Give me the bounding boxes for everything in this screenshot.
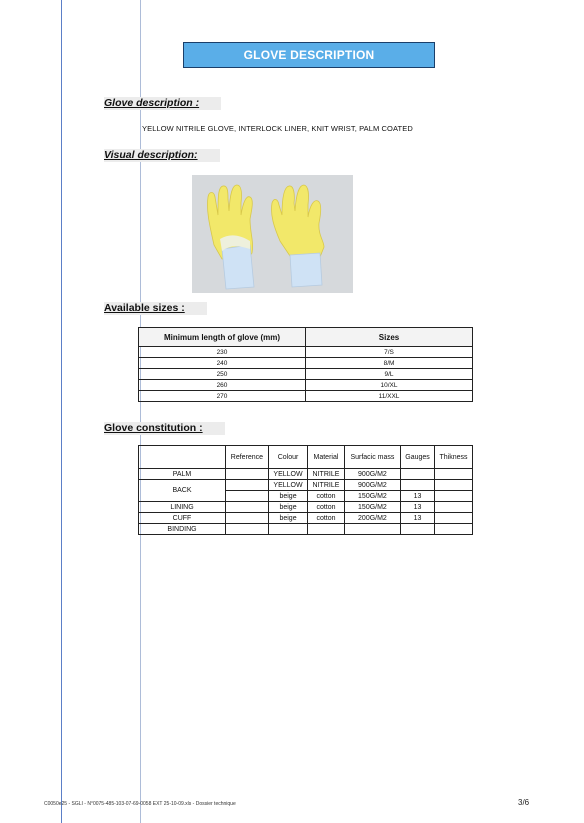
table-cell: 13 xyxy=(401,513,435,524)
table-cell: cotton xyxy=(308,513,345,524)
table-cell xyxy=(344,524,400,535)
table-cell xyxy=(435,491,473,502)
table-cell: PALM xyxy=(139,469,226,480)
glove-photo xyxy=(192,175,353,293)
table-cell: 900G/M2 xyxy=(344,469,400,480)
table-cell: cotton xyxy=(308,491,345,502)
table-cell: 13 xyxy=(401,502,435,513)
table-row xyxy=(139,347,473,358)
table-cell: NITRILE xyxy=(308,480,345,491)
column-header: Sizes xyxy=(306,328,473,347)
table-cell: 9/L xyxy=(306,369,473,380)
table-cell xyxy=(435,502,473,513)
table-cell: 7/S xyxy=(306,347,473,358)
table-cell: 230 xyxy=(139,347,306,358)
gloves-illustration xyxy=(192,175,353,293)
table-cell xyxy=(226,480,269,491)
table-cell: 8/M xyxy=(306,358,473,369)
table-cell xyxy=(401,469,435,480)
table-cell xyxy=(401,524,435,535)
table-cell xyxy=(435,524,473,535)
footer-text: C0050e25 - SGLI - N°0075-485-103-07-69-0058 EXT 25-10-09.xls - Dossier technique xyxy=(44,801,236,807)
table-cell: YELLOW xyxy=(268,480,307,491)
table-cell: 11/XXL xyxy=(306,391,473,402)
sizes-table xyxy=(138,327,473,402)
table-cell: cotton xyxy=(308,502,345,513)
table-row-binding xyxy=(139,524,473,535)
table-cell: 200G/M2 xyxy=(344,513,400,524)
column-header: Surfacic mass xyxy=(344,446,400,469)
table-cell xyxy=(268,524,307,535)
column-header: Thikness xyxy=(435,446,473,469)
glove-description-text: YELLOW NITRILE GLOVE, INTERLOCK LINER, KNIT WRIST, PALM COATED xyxy=(142,124,413,133)
table-row-lining xyxy=(139,502,473,513)
table-cell xyxy=(435,513,473,524)
table-header-row xyxy=(139,328,473,347)
table-cell: beige xyxy=(268,513,307,524)
table-cell xyxy=(435,480,473,491)
table-row xyxy=(139,369,473,380)
table-cell: 260 xyxy=(139,380,306,391)
table-cell: beige xyxy=(268,491,307,502)
table-cell: NITRILE xyxy=(308,469,345,480)
available-sizes-heading: Available sizes : xyxy=(104,302,207,315)
table-cell: 900G/M2 xyxy=(344,480,400,491)
table-row-cuff xyxy=(139,513,473,524)
column-header: Reference xyxy=(226,446,269,469)
table-cell: 150G/M2 xyxy=(344,502,400,513)
table-cell: LINING xyxy=(139,502,226,513)
column-header: Colour xyxy=(268,446,307,469)
page-margin-line xyxy=(61,0,62,823)
column-header: Minimum length of glove (mm) xyxy=(139,328,306,347)
table-cell: 270 xyxy=(139,391,306,402)
table-row xyxy=(139,391,473,402)
page-margin-line-secondary xyxy=(140,0,141,823)
table-cell: 250 xyxy=(139,369,306,380)
table-cell xyxy=(435,469,473,480)
table-cell: BINDING xyxy=(139,524,226,535)
table-row-back xyxy=(139,480,473,491)
constitution-table xyxy=(138,445,473,535)
visual-description-heading: Visual description: xyxy=(104,149,220,162)
table-cell xyxy=(226,513,269,524)
column-header xyxy=(139,446,226,469)
table-cell xyxy=(308,524,345,535)
table-cell: BACK xyxy=(139,480,226,502)
table-cell: beige xyxy=(268,502,307,513)
table-cell: 240 xyxy=(139,358,306,369)
table-cell xyxy=(226,469,269,480)
table-cell xyxy=(226,524,269,535)
table-cell: CUFF xyxy=(139,513,226,524)
table-row-palm xyxy=(139,469,473,480)
table-cell xyxy=(401,480,435,491)
table-cell: 10/XL xyxy=(306,380,473,391)
column-header: Material xyxy=(308,446,345,469)
page-number: 3/6 xyxy=(518,798,530,807)
table-cell xyxy=(226,502,269,513)
table-cell: YELLOW xyxy=(268,469,307,480)
table-cell: 150G/M2 xyxy=(344,491,400,502)
title-banner xyxy=(183,42,435,68)
glove-constitution-heading: Glove constitution : xyxy=(104,422,225,435)
table-cell xyxy=(226,491,269,502)
column-header: Gauges xyxy=(401,446,435,469)
page-title: GLOVE DESCRIPTION xyxy=(243,48,375,62)
table-header-row xyxy=(139,446,473,469)
table-row xyxy=(139,380,473,391)
table-row xyxy=(139,358,473,369)
glove-description-heading: Glove description : xyxy=(104,97,221,110)
table-cell: 13 xyxy=(401,491,435,502)
